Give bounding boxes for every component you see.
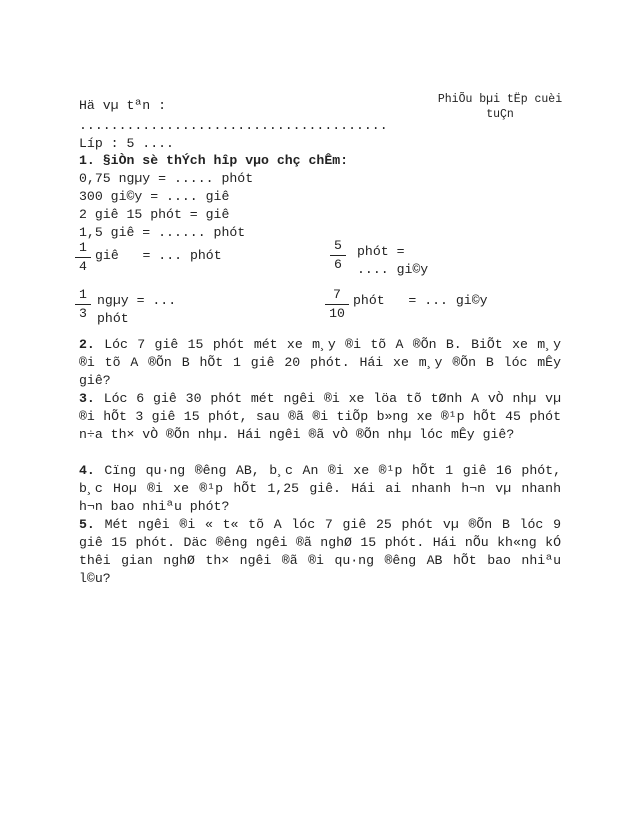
problem-2	[79, 336, 561, 390]
fraction-expression: phót = ... gi©y	[353, 293, 488, 308]
fraction-numerator: 7	[333, 287, 341, 302]
problem-number: 4.	[79, 463, 95, 478]
fraction-bar	[75, 304, 91, 305]
dots-line: .......................................	[79, 118, 388, 133]
exercise-line: 1,5 giê = ...... phót	[79, 225, 246, 240]
fraction-numerator: 5	[334, 238, 342, 253]
exercise-line: 0,75 ngµy = ..... phót	[79, 171, 254, 186]
problem-number: 3.	[79, 391, 95, 406]
problem-number: 2.	[79, 337, 95, 352]
fraction-denominator: 10	[329, 306, 345, 321]
fraction-expression: ngµy = ...	[97, 293, 177, 308]
fraction-bar	[330, 255, 346, 256]
problem-5	[79, 516, 561, 588]
fraction-numerator: 1	[79, 240, 87, 255]
problem-text: Lóc 6 giê 30 phót mét ngêi ®i xe löa tõ tØnh A vÒ nhµ vµ ®i hÕt 3 giê 15 phót, sau ®ã ®i tiÕp b»ng xe ®¹p hÕt 45 phót n÷a th× vÒ ®Õn nhµ. Hái ngêi ®ã vÒ ®Õn nhµ lóc mÊy giê?	[79, 391, 561, 442]
fraction-1-3	[75, 287, 91, 322]
problem-4	[79, 462, 561, 516]
problem-3	[79, 390, 561, 444]
exercise-line: 2 giê 15 phót = giê	[79, 207, 230, 222]
fraction-denominator: 3	[79, 306, 87, 321]
fraction-5-6	[330, 238, 346, 273]
fraction-numerator: 1	[79, 287, 87, 302]
fraction-expression: phót	[97, 311, 129, 326]
fraction-expression: phót =	[357, 244, 405, 259]
problem-text: Lóc 7 giê 15 phót mét xe m¸y ®i tõ A ®Õn B. BiÕt xe m¸y ®i tõ A ®Õn B hÕt 1 giê 20 phót. Hái xe m¸y ®Õn B lóc mÊy giê?	[79, 337, 561, 388]
worksheet-title: PhiÕu bµi tËp cuèi tuÇn	[437, 93, 563, 121]
fraction-bar	[75, 257, 91, 258]
problem-text: Mét ngêi ®i « t« tõ A lóc 7 giê 25 phót vµ ®Õn B lóc 9 giê 15 phót. Däc ®êng ngêi ®ã nghØ 15 phót. Hái nÕu kh«ng kÓ thêi gian nghØ th× ngêi ®ã ®i qu·ng ®êng AB hÕt bao nhiªu l©u?	[79, 517, 561, 586]
class-line: Líp : 5 ....	[79, 136, 174, 151]
fraction-7-10	[325, 287, 349, 322]
fraction-denominator: 6	[334, 257, 342, 272]
fraction-bar	[325, 304, 349, 305]
exercise-line: 300 gi©y = .... giê	[79, 189, 230, 204]
fraction-denominator: 4	[79, 259, 87, 274]
section1-heading: 1. §iÒn sè thÝch hîp vµo chç chÊm:	[79, 153, 349, 168]
fraction-1-4	[75, 240, 91, 275]
problem-text: Cïng qu·ng ®êng AB, b¸c An ®i xe ®¹p hÕt 1 giê 16 phót, b¸c Hoµ ®i xe ®¹p hÕt 1,25 giê. Hái ai nhanh h¬n vµ nhanh h¬n bao nhiªu phót?	[79, 463, 561, 514]
name-label: Hä vµ tªn :	[79, 98, 167, 113]
fraction-expression: giê = ... phót	[95, 248, 222, 263]
problem-number: 5.	[79, 517, 95, 532]
fraction-expression: .... gi©y	[357, 262, 429, 277]
